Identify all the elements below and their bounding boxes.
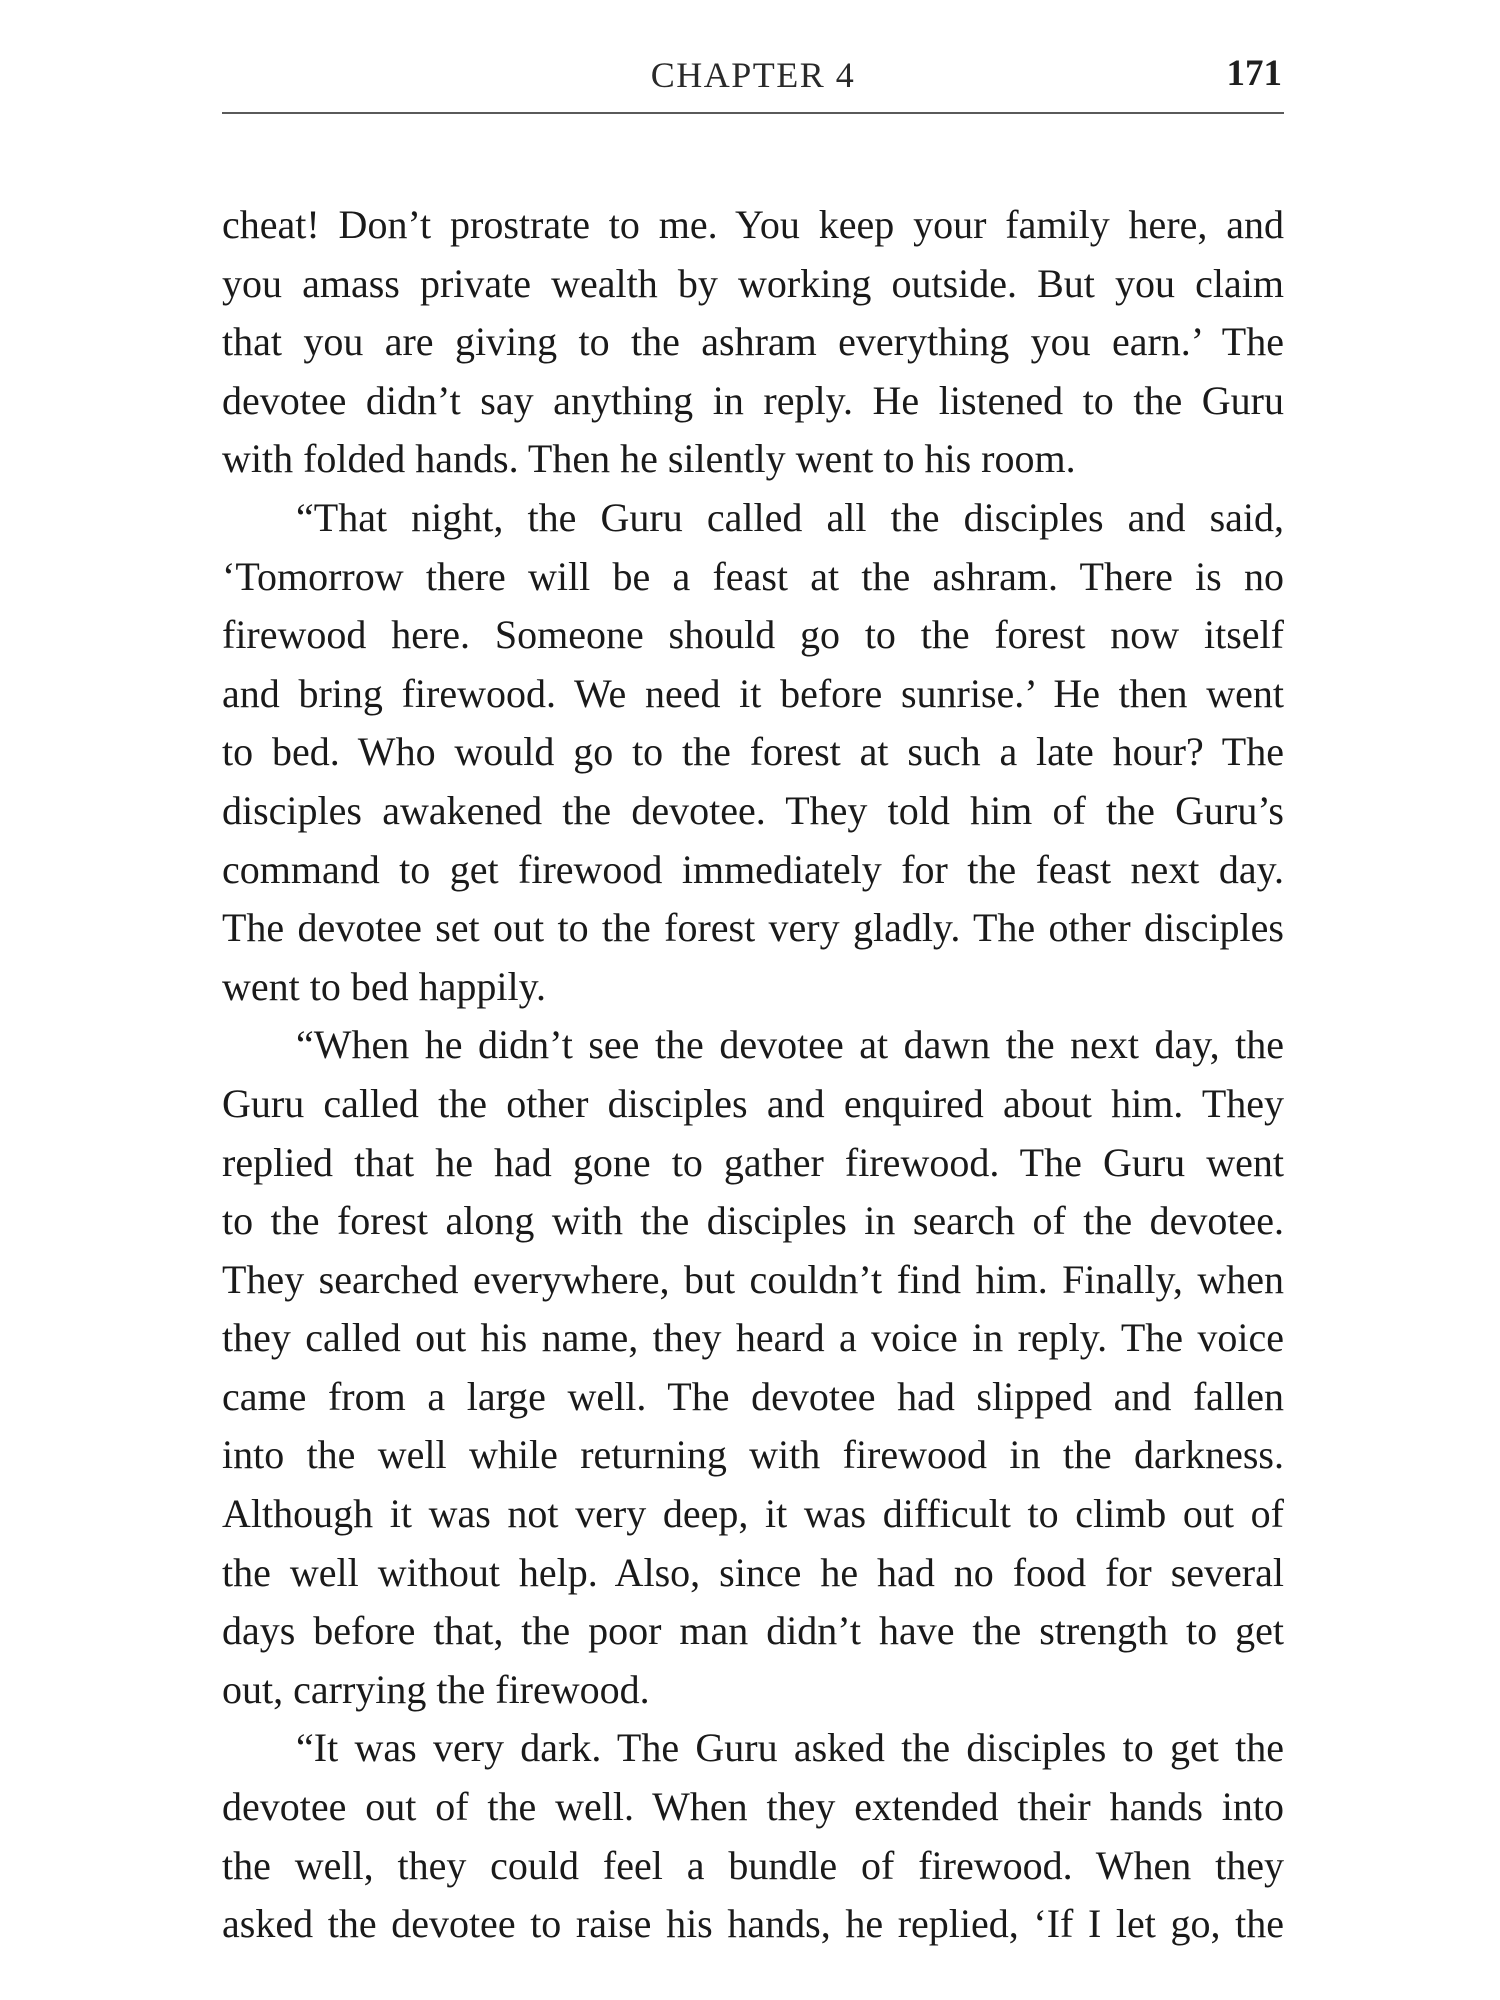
text-line: cheat! Don’t prostrate to me. You keep your family here, and [222, 202, 1284, 247]
text-line: to bed. Who would go to the forest at such a late hour? The [222, 729, 1284, 775]
text-line: into the well while returning with firewood in the darkness. [222, 1432, 1284, 1478]
text-line: and bring firewood. We need it before sunrise.’ He then went [222, 670, 1284, 716]
page-number: 171 [1226, 53, 1282, 94]
body-text [222, 196, 1284, 1954]
text-line: came from a large well. The devotee had slipped and fallen [222, 1373, 1284, 1419]
text-line: Guru called the other disciples and enquired about him. They [222, 1080, 1284, 1126]
text-line: the well, they could feel a bundle of firewood. When they [222, 1842, 1284, 1888]
chapter-title: CHAPTER 4 [650, 55, 856, 95]
text-line: “When he didn’t see the devotee at dawn the next day, the [296, 1022, 1284, 1068]
text-line: replied that he had gone to gather firewood. The Guru went [222, 1139, 1284, 1185]
text-line: that you are giving to the ashram everything you earn.’ The [222, 319, 1284, 365]
text-line: disciples awakened the devotee. They told him of the Guru’s [222, 787, 1284, 833]
text-line: “It was very dark. The Guru asked the disciples to get the [296, 1725, 1284, 1771]
text-line: to the forest along with the disciples in search of the devotee. [222, 1198, 1284, 1244]
text-line: firewood here. Someone should go to the forest now itself [222, 612, 1284, 658]
text-line: devotee out of the well. When they extended their hands into [222, 1784, 1284, 1830]
text-line: you amass private wealth by working outside. But you claim [222, 260, 1284, 306]
text-line: the well without help. Also, since he had no food for several [222, 1549, 1284, 1595]
text-line: They searched everywhere, but couldn’t find him. Finally, when [222, 1256, 1284, 1302]
text-line: days before that, the poor man didn’t have the strength to get [222, 1608, 1284, 1654]
running-header [222, 52, 1284, 114]
text-line: “That night, the Guru called all the disciples and said, [296, 494, 1284, 540]
text-line: they called out his name, they heard a voice in reply. The voice [222, 1315, 1284, 1361]
text-line: asked the devotee to raise his hands, he replied, ‘If I let go, the [222, 1901, 1284, 1947]
text-line: with folded hands. Then he silently went to his room. [222, 436, 1076, 482]
text-line: went to bed happily. [222, 963, 547, 1009]
text-line: devotee didn’t say anything in reply. He listened to the Guru [222, 377, 1284, 423]
text-line: out, carrying the firewood. [222, 1666, 650, 1712]
text-line: command to get firewood immediately for the feast next day. [222, 846, 1284, 892]
text-line: Although it was not very deep, it was difficult to climb out of [222, 1491, 1284, 1537]
text-line: The devotee set out to the forest very gladly. The other disciples [222, 905, 1284, 951]
text-line: ‘Tomorrow there will be a feast at the ashram. There is no [222, 553, 1284, 599]
